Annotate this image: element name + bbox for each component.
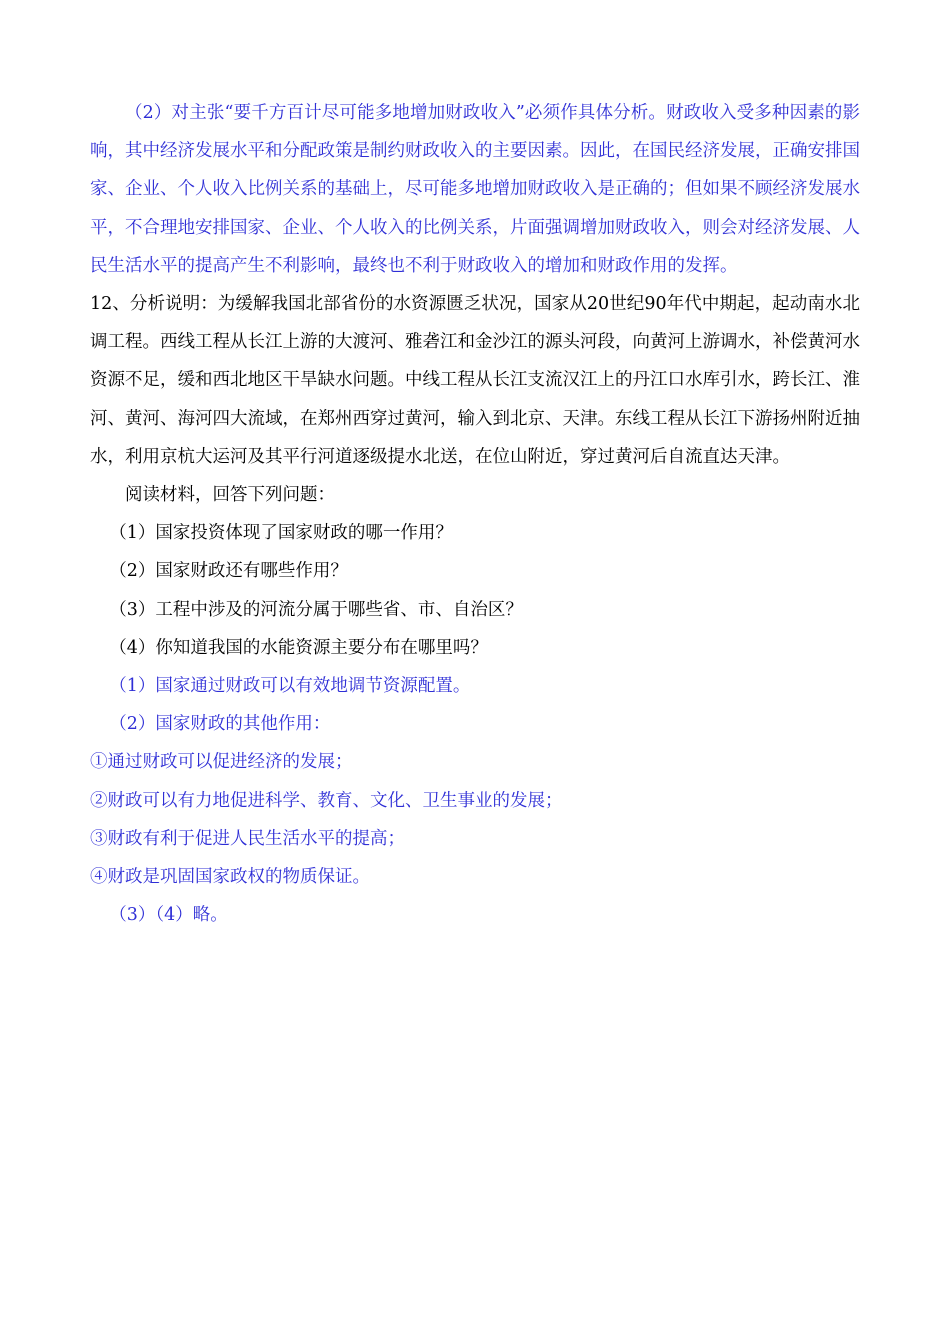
answer-12-2-item-3: ③财政有利于促进人民生活水平的提高； — [90, 828, 405, 849]
question-12-3: （3）工程中涉及的河流分属于哪些省、市、自治区？ — [109, 599, 523, 620]
question-12-2: （2）国家财政还有哪些作用？ — [109, 561, 348, 582]
answer-12-1: （1）国家通过财政可以有效地调节资源配置。 — [109, 676, 471, 697]
document-content — [90, 94, 860, 934]
answer-12-2-item-2: ②财政可以有力地促进科学、教育、文化、卫生事业的发展； — [90, 790, 563, 811]
question-12-material: 12、分析说明：为缓解我国北部省份的水资源匮乏状况，国家从20世纪90年代中期起，起动南水北调工程。西线工程从长江上游的大渡河、雅砻江和金沙江的源头河段，向黄河上游调水，补偿黄河水资源不足，缓和西北地区干旱缺水问题。中线工程从长江支流汉江上的丹江口水库引水，跨长江、淮河、黄河、海河四大流域，在郑州西穿过黄河，输入到北京、天津。东线工程从长江下游扬州附近抽水，利用京杭大运河及其平行河道逐级提水北送，在位山附近，穿过黄河后自流直达天津。 — [90, 294, 860, 467]
answer-12-2: （2）国家财政的其他作用： — [109, 714, 331, 735]
question-12-4: （4）你知道我国的水能资源主要分布在哪里吗？ — [109, 637, 488, 658]
reading-instruction: 阅读材料，回答下列问题： — [125, 485, 335, 506]
answer-12-3-4: （3）（4）略。 — [109, 905, 228, 926]
question-12-1: （1）国家投资体现了国家财政的哪一作用？ — [109, 523, 453, 544]
answer-12-2-item-4: ④财政是巩固国家政权的物质保证。 — [90, 867, 370, 888]
answer-12-2-item-1: ①通过财政可以促进经济的发展； — [90, 752, 353, 773]
answer-11-part-2: （2）对主张“要千方百计尽可能多地增加财政收入”必须作具体分析。财政收入受多种因素的影响，其中经济发展水平和分配政策是制约财政收入的主要因素。因此，在国民经济发展，正确安排国家、企业、个人收入比例关系的基础上，尽可能多地增加财政收入是正确的；但如果不顾经济发展水平，不合理地安排国家、企业、个人收入的比例关系，片面强调增加财政收入，则会对经济发展、人民生活水平的提高产生不利影响，最终也不利于财政收入的增加和财政作用的发挥。 — [90, 103, 860, 276]
